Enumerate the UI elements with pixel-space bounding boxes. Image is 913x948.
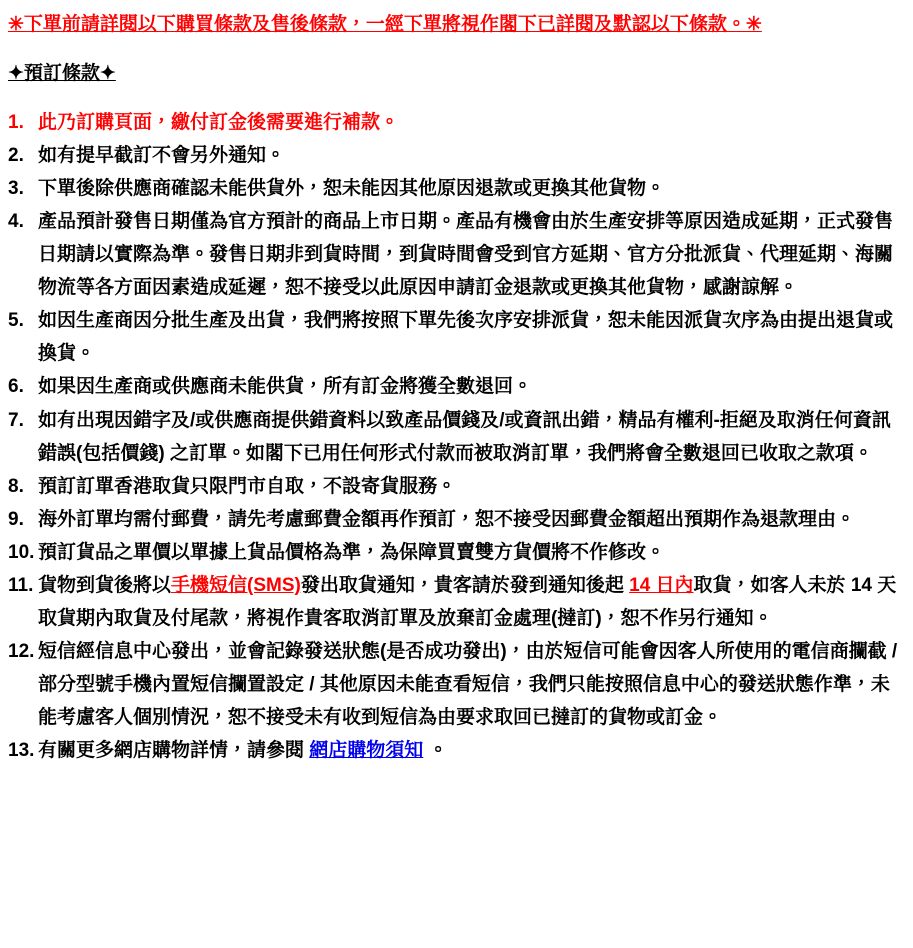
term-item-7 bbox=[8, 404, 905, 470]
term-number: 9. bbox=[8, 508, 24, 530]
term-text bbox=[38, 205, 905, 304]
text-segment: 如有出現因錯字及/或供應商提供錯資料以致產品價錢及/或資訊出錯，精品有權利-拒絕及取消任何資訊錯誤(包括價錢) 之訂單。如閣下已用任何形式付款而被取消訂單，我們將會全數退回已收取之款項。 bbox=[38, 409, 891, 464]
term-text bbox=[38, 734, 905, 767]
term-number: 12. bbox=[8, 640, 35, 662]
preorder-terms-document bbox=[8, 8, 905, 767]
term-item-4 bbox=[8, 205, 905, 304]
term-item-3 bbox=[8, 172, 905, 205]
text-segment: 預訂訂單香港取貨只限門市自取，不設寄貨服務。 bbox=[38, 475, 457, 497]
term-number: 4. bbox=[8, 211, 24, 233]
term-item-8 bbox=[8, 470, 905, 503]
term-text bbox=[38, 635, 905, 734]
term-item-12 bbox=[8, 635, 905, 734]
term-item-13 bbox=[8, 734, 905, 767]
term-item-6 bbox=[8, 370, 905, 403]
text-segment: 預訂貨品之單價以單據上貨品價格為準，為保障買賣雙方貨價將不作修改。 bbox=[38, 541, 666, 563]
term-text bbox=[38, 503, 905, 536]
term-item-1 bbox=[8, 106, 905, 139]
term-number: 2. bbox=[8, 145, 24, 167]
term-item-9 bbox=[8, 503, 905, 536]
term-number: 6. bbox=[8, 376, 24, 398]
term-item-2 bbox=[8, 139, 905, 172]
term-text bbox=[38, 536, 905, 569]
term-text bbox=[38, 172, 905, 205]
term-text bbox=[38, 139, 905, 172]
text-segment: 。 bbox=[423, 739, 448, 761]
text-segment: 短信經信息中心發出，並會記錄發送狀態(是否成功發出)，由於短信可能會因客人所使用的電信商攔截 / 部分型號手機內置短信攔置設定 / 其他原因未能查看短信，我們只能按照信息中心的發送狀態作準，未能考慮客人個別情況，恕不接受未有收到短信為由要求取回已撻訂的貨物或訂金。 bbox=[38, 640, 898, 728]
section-title-preorder-terms: ✦預訂條款✦ bbox=[8, 63, 116, 85]
purchase-notice-banner: ✳下單前請詳閱以下購買條款及售後條款，一經下單將視作閣下已詳閱及默認以下條款。✳ bbox=[8, 14, 762, 35]
term-number: 10. bbox=[8, 541, 35, 563]
pickup-deadline-highlight: 14 日內 bbox=[629, 574, 694, 596]
sms-highlight: 手機短信(SMS) bbox=[171, 574, 301, 596]
text-segment: 此乃訂購頁面，繳付訂金後需要進行補款。 bbox=[38, 112, 400, 134]
text-segment: 下單後除供應商確認未能供貨外，恕未能因其他原因退款或更換其他貨物。 bbox=[38, 178, 666, 200]
text-segment: 如果因生產商或供應商未能供貨，所有訂金將獲全數退回。 bbox=[38, 376, 533, 398]
term-text bbox=[38, 304, 905, 370]
shop-guide-link[interactable]: 網店購物須知 bbox=[309, 739, 424, 761]
text-segment: 貨物到貨後將以 bbox=[38, 574, 172, 596]
term-item-5 bbox=[8, 304, 905, 370]
text-segment: 取貨，如客人未於 14 天取貨期內取貨及付尾款，將視作貴客取消訂單及放棄訂金處理(撻訂)，恕不作另行通知。 bbox=[38, 574, 897, 629]
term-text bbox=[38, 370, 905, 403]
text-segment: 如有提早截訂不會另外通知。 bbox=[38, 145, 286, 167]
term-number: 5. bbox=[8, 310, 24, 332]
term-text bbox=[38, 569, 905, 635]
text-segment: 有關更多網店購物詳情，請參閱 bbox=[38, 739, 310, 761]
term-text bbox=[38, 470, 905, 503]
terms-list bbox=[8, 106, 905, 767]
term-text bbox=[38, 106, 905, 139]
term-number: 7. bbox=[8, 409, 24, 431]
term-item-11 bbox=[8, 569, 905, 635]
term-text bbox=[38, 404, 905, 470]
term-number: 8. bbox=[8, 475, 24, 497]
text-segment: 發出取貨通知，貴客請於發到通知後起 bbox=[300, 574, 630, 596]
term-item-10 bbox=[8, 536, 905, 569]
term-number: 11. bbox=[8, 574, 34, 596]
term-number: 13. bbox=[8, 739, 35, 761]
text-segment: 如因生產商因分批生產及出貨，我們將按照下單先後次序安排派貨，恕未能因派貨次序為由提出退貨或換貨。 bbox=[38, 310, 894, 365]
term-number: 3. bbox=[8, 178, 24, 200]
term-number: 1. bbox=[8, 112, 24, 134]
text-segment: 海外訂單均需付郵費，請先考慮郵費金額再作預訂，恕不接受因郵費金額超出預期作為退款理由。 bbox=[38, 508, 856, 530]
text-segment: 產品預計發售日期僅為官方預計的商品上市日期。產品有機會由於生產安排等原因造成延期，正式發售日期請以實際為準。發售日期非到貨時間，到貨時間會受到官方延期、官方分批派貨、代理延期、海關物流等各方面因素造成延遲，恕不接受以此原因申請訂金退款或更換其他貨物，感謝諒解。 bbox=[38, 211, 894, 299]
